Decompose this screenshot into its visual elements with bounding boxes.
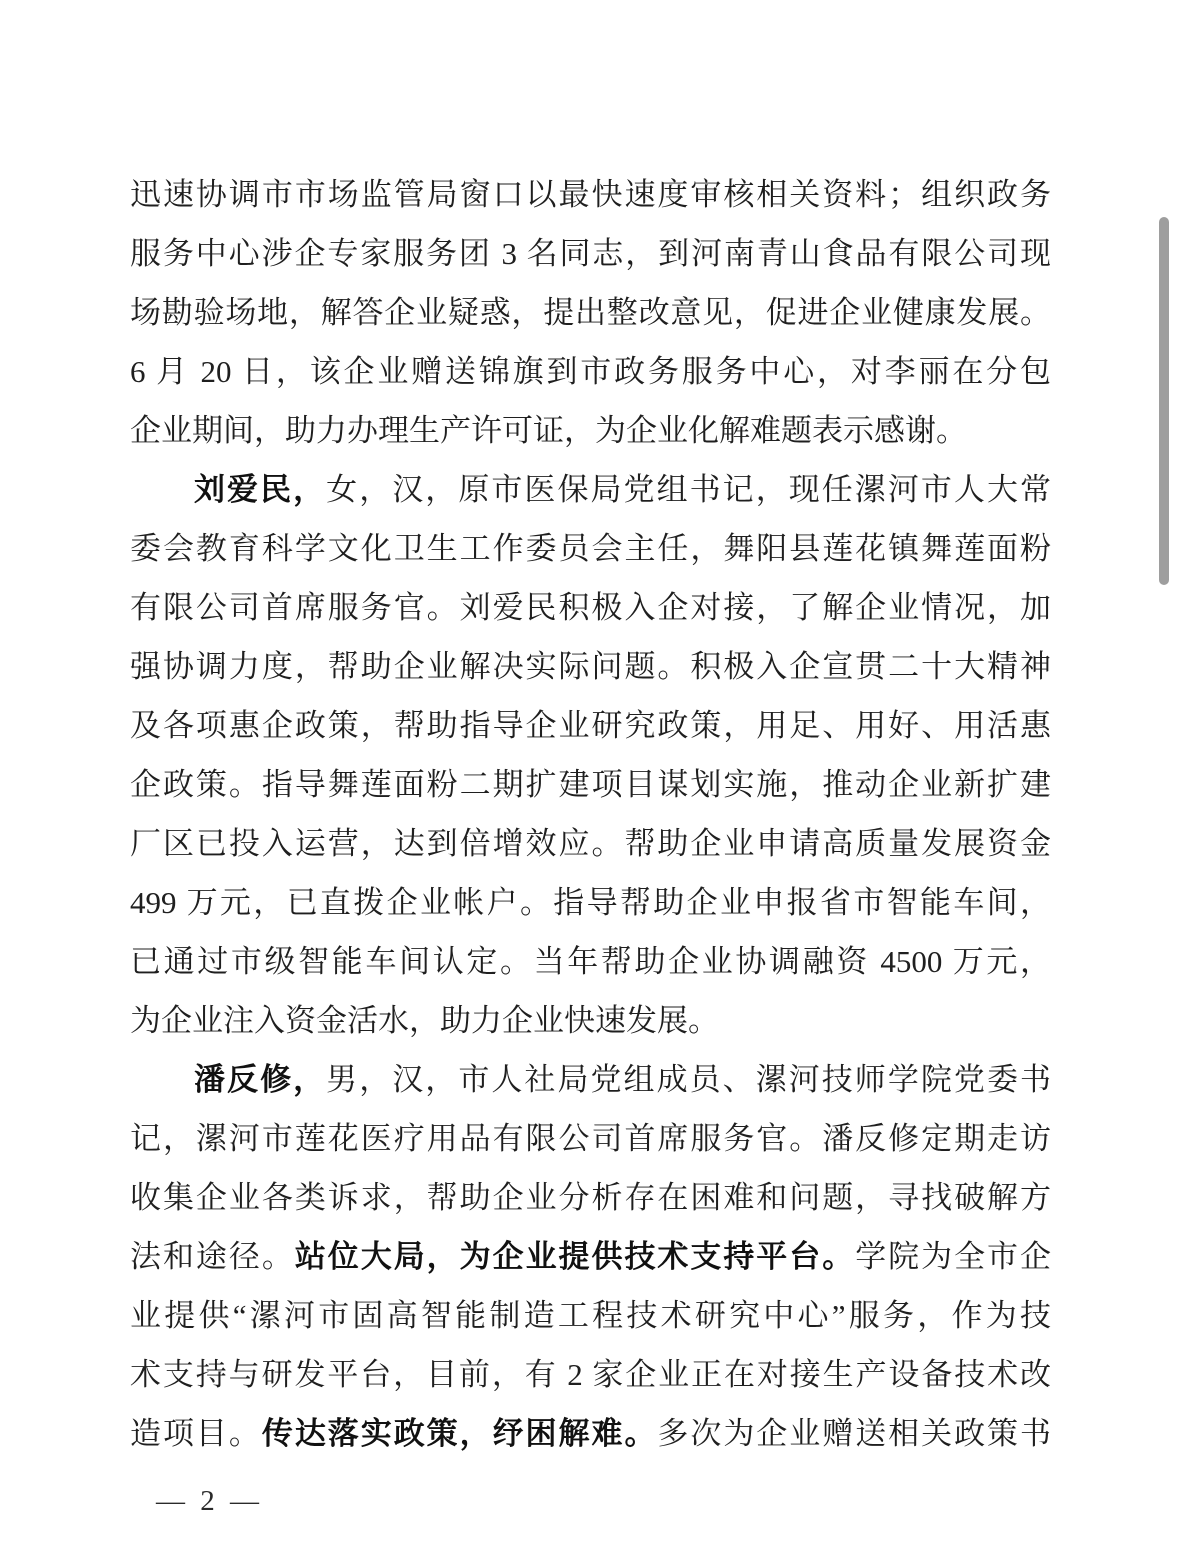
text-line <box>130 637 1051 696</box>
text-line <box>130 283 1051 342</box>
text-run: 服务中心涉企专家服务团 3 名同志，到河南青山食品有限公司现 <box>130 236 1051 271</box>
text-run: 场勘验场地，解答企业疑惑，提出整改意见，促进企业健康发展。 <box>130 295 1051 330</box>
text-run: 法和途径。 <box>130 1239 295 1274</box>
text-run: 企业期间，助力办理生产许可证，为企业化解难题表示感谢。 <box>130 413 967 448</box>
text-line <box>130 755 1051 814</box>
text-run: 强协调力度，帮助企业解决实际问题。积极入企宣贯二十大精神 <box>130 649 1051 684</box>
text-line <box>130 1286 1051 1345</box>
bold-emphasis: 刘爱民， <box>194 472 327 507</box>
text-line <box>130 519 1051 578</box>
text-line <box>130 224 1051 283</box>
page-number: — 2 — <box>156 1485 263 1517</box>
document-text-block <box>130 165 1051 1463</box>
text-line <box>130 696 1051 755</box>
bold-emphasis: 站位大局，为企业提供技术支持平台。 <box>294 1239 856 1274</box>
bold-emphasis: 传达落实政策，纾困解难。 <box>261 1416 658 1451</box>
text-line <box>130 1404 1051 1463</box>
text-line <box>130 460 1051 519</box>
text-run: 499 万元，已直拨企业帐户。指导帮助企业申报省市智能车间， <box>130 885 1051 920</box>
text-run: 术支持与研发平台，目前，有 2 家企业正在对接生产设备技术改 <box>130 1357 1051 1392</box>
text-line <box>130 1345 1051 1404</box>
text-line <box>130 1168 1051 1227</box>
bold-emphasis: 潘反修， <box>194 1062 327 1097</box>
text-line <box>130 814 1051 873</box>
text-run: 收集企业各类诉求，帮助企业分析存在困难和问题，寻找破解方 <box>130 1180 1051 1215</box>
text-run: 迅速协调市市场监管局窗口以最快速度审核相关资料；组织政务 <box>130 177 1051 212</box>
text-line <box>130 991 1051 1050</box>
text-run: 已通过市级智能车间认定。当年帮助企业协调融资 4500 万元， <box>130 944 1051 979</box>
text-run: 为企业注入资金活水，助力企业快速发展。 <box>130 1003 719 1038</box>
text-run: 6 月 20 日，该企业赠送锦旗到市政务服务中心，对李丽在分包 <box>130 354 1051 389</box>
text-run: 及各项惠企政策，帮助指导企业研究政策，用足、用好、用活惠 <box>130 708 1051 743</box>
text-line <box>130 578 1051 637</box>
text-run: 造项目。 <box>130 1416 262 1451</box>
scrollbar-thumb[interactable] <box>1159 217 1169 585</box>
text-line <box>130 1050 1051 1109</box>
text-line <box>130 873 1051 932</box>
text-run: 学院为全市企 <box>855 1239 1052 1274</box>
text-line <box>130 401 1051 460</box>
text-run: 记，漯河市莲花医疗用品有限公司首席服务官。潘反修定期走访 <box>130 1121 1051 1156</box>
text-run: 企政策。指导舞莲面粉二期扩建项目谋划实施，推动企业新扩建 <box>130 767 1051 802</box>
text-run: 女，汉，原市医保局党组书记，现任漯河市人大常 <box>326 472 1052 507</box>
text-run: 委会教育科学文化卫生工作委员会主任，舞阳县莲花镇舞莲面粉 <box>130 531 1051 566</box>
text-line <box>130 1109 1051 1168</box>
text-run: 厂区已投入运营，达到倍增效应。帮助企业申请高质量发展资金 <box>130 826 1051 861</box>
text-run: 有限公司首席服务官。刘爱民积极入企对接，了解企业情况，加 <box>130 590 1051 625</box>
text-run: 男，汉，市人社局党组成员、漯河技师学院党委书 <box>326 1062 1052 1097</box>
text-run: 业提供“漯河市固高智能制造工程技术研究中心”服务，作为技 <box>130 1298 1051 1333</box>
text-line <box>130 342 1051 401</box>
text-run: 多次为企业赠送相关政策书 <box>657 1416 1052 1451</box>
text-line <box>130 1227 1051 1286</box>
text-line <box>130 932 1051 991</box>
text-line <box>130 165 1051 224</box>
